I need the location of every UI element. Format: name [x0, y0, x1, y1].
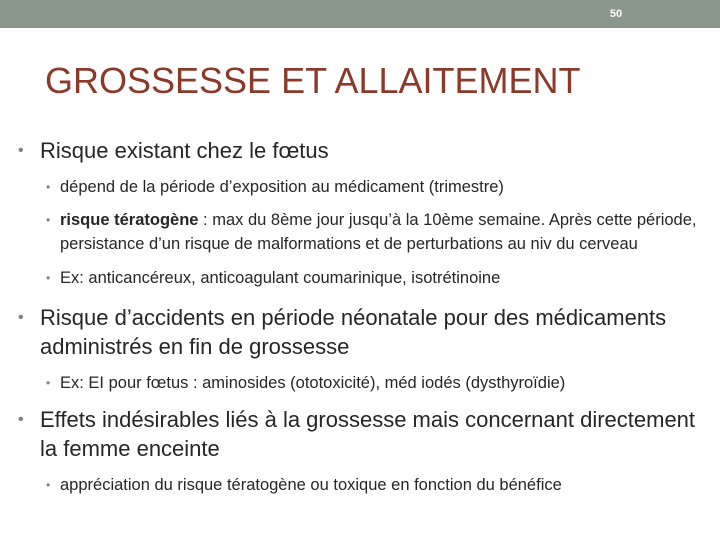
- slide-number: 50: [609, 8, 623, 20]
- bullet-icon: •: [46, 213, 51, 227]
- sub-bullet-text: : max du 8ème jour jusqu’à la 10ème semaine. Après cette période, persistance d’un risque de malformations et de perturbations au niv du cerveau: [60, 211, 697, 253]
- bullet-icon: •: [18, 309, 24, 326]
- header-bar: [0, 0, 720, 28]
- sub-bullet-bold-text: risque tératogène: [60, 211, 199, 229]
- bullet-item-2: [18, 303, 708, 361]
- bullet-text: Risque existant chez le fœtus: [40, 138, 329, 163]
- bullet-icon: •: [18, 411, 24, 428]
- sub-bullet-text: Ex: EI pour fœtus : aminosides (ototoxicité), méd iodés (dysthyroïdie): [60, 374, 566, 392]
- bullet-icon: •: [46, 478, 51, 492]
- bullet-text: Risque d’accidents en période néonatale pour des médicaments administrés en fin de grossesse: [40, 305, 667, 359]
- bullet-icon: •: [46, 271, 51, 285]
- sub-bullet-item: [18, 175, 708, 199]
- slide-title: GROSSESSE ET ALLAITEMENT: [45, 60, 581, 101]
- sub-bullet-item: [18, 473, 708, 497]
- bullet-icon: •: [46, 376, 51, 390]
- bullet-item-1: [18, 136, 708, 165]
- sub-bullet-item: [18, 266, 708, 290]
- bullet-icon: •: [46, 180, 51, 194]
- slide-content: [18, 136, 708, 497]
- sub-bullet-text: dépend de la période d’exposition au médicament (trimestre): [60, 178, 504, 196]
- bullet-item-3: [18, 405, 708, 463]
- bullet-icon: •: [18, 142, 24, 159]
- sub-bullet-text: appréciation du risque tératogène ou toxique en fonction du bénéfice: [60, 476, 562, 494]
- sub-bullet-text: Ex: anticancéreux, anticoagulant coumarinique, isotrétinoine: [60, 269, 501, 287]
- bullet-text: Effets indésirables liés à la grossesse mais concernant directement la femme enceinte: [40, 407, 696, 461]
- sub-bullet-item: [18, 371, 708, 395]
- sub-bullet-item: [18, 208, 708, 256]
